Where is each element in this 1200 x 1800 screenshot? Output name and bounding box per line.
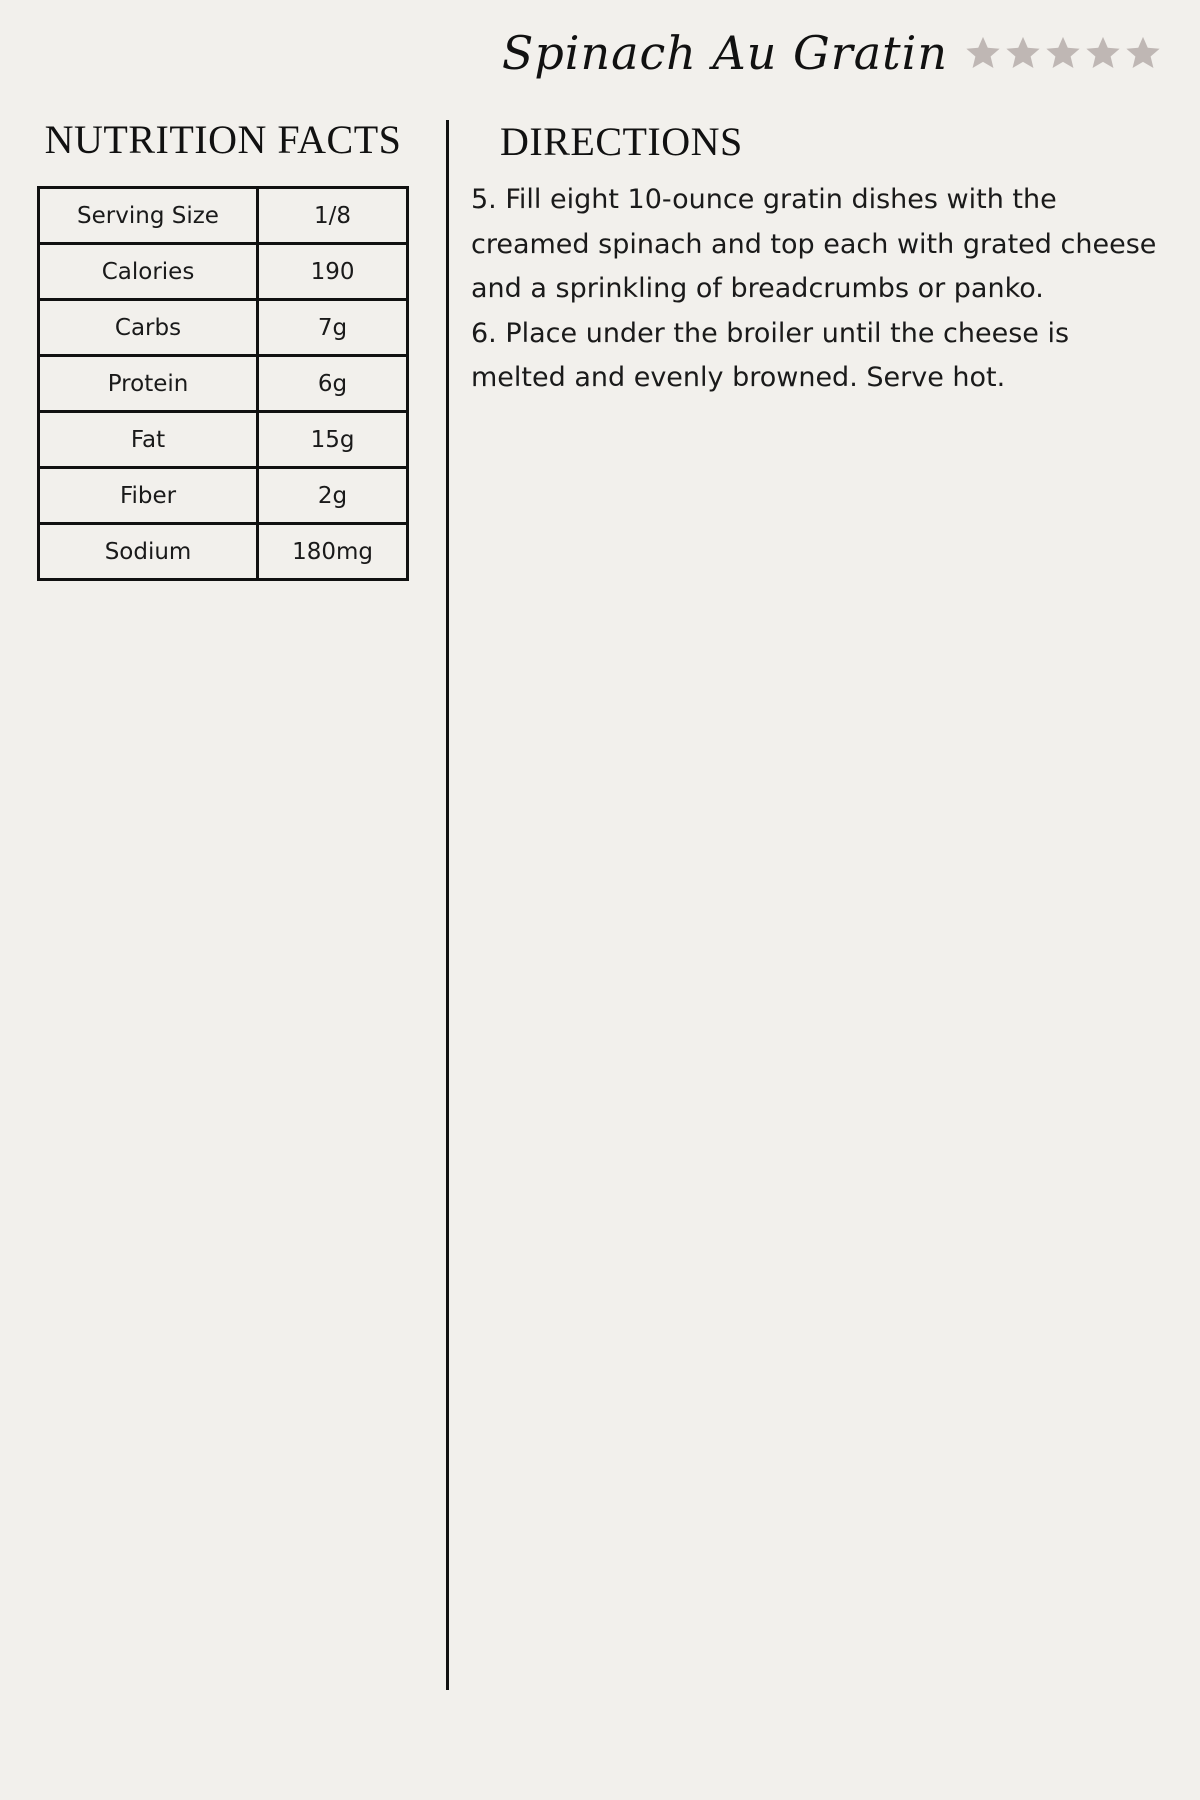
star-icon[interactable] [1124,34,1162,72]
star-icon[interactable] [1044,34,1082,72]
nutrition-table [37,186,409,581]
star-rating[interactable] [962,34,1162,72]
nutrition-value: 1/8 [258,188,408,244]
table-row [39,188,408,244]
nutrition-label: Sodium [39,524,258,580]
table-row [39,468,408,524]
directions-list [471,178,1171,401]
column-divider [446,120,449,1690]
nutrition-label: Fat [39,412,258,468]
nutrition-value: 6g [258,356,408,412]
table-row [39,356,408,412]
star-icon[interactable] [964,34,1002,72]
title-row [502,18,1162,88]
table-row [39,244,408,300]
table-row [39,300,408,356]
nutrition-heading: NUTRITION FACTS [44,117,402,162]
recipe-title: Spinach Au Gratin [501,26,948,80]
nutrition-label: Protein [39,356,258,412]
star-icon[interactable] [1004,34,1042,72]
nutrition-value: 15g [258,412,408,468]
nutrition-label: Fiber [39,468,258,524]
nutrition-value: 190 [258,244,408,300]
table-row [39,524,408,580]
nutrition-label: Serving Size [39,188,258,244]
nutrition-label: Carbs [39,300,258,356]
direction-step: 5. Fill eight 10-ounce gratin dishes with the creamed spinach and top each with grated cheese and a sprinkling of breadcrumbs or panko. [471,184,1157,304]
table-row [39,412,408,468]
directions-heading: DIRECTIONS [500,119,743,164]
nutrition-value: 7g [258,300,408,356]
nutrition-value: 180mg [258,524,408,580]
nutrition-label: Calories [39,244,258,300]
nutrition-value: 2g [258,468,408,524]
star-icon[interactable] [1084,34,1122,72]
direction-step: 6. Place under the broiler until the cheese is melted and evenly browned. Serve hot. [471,317,1070,393]
